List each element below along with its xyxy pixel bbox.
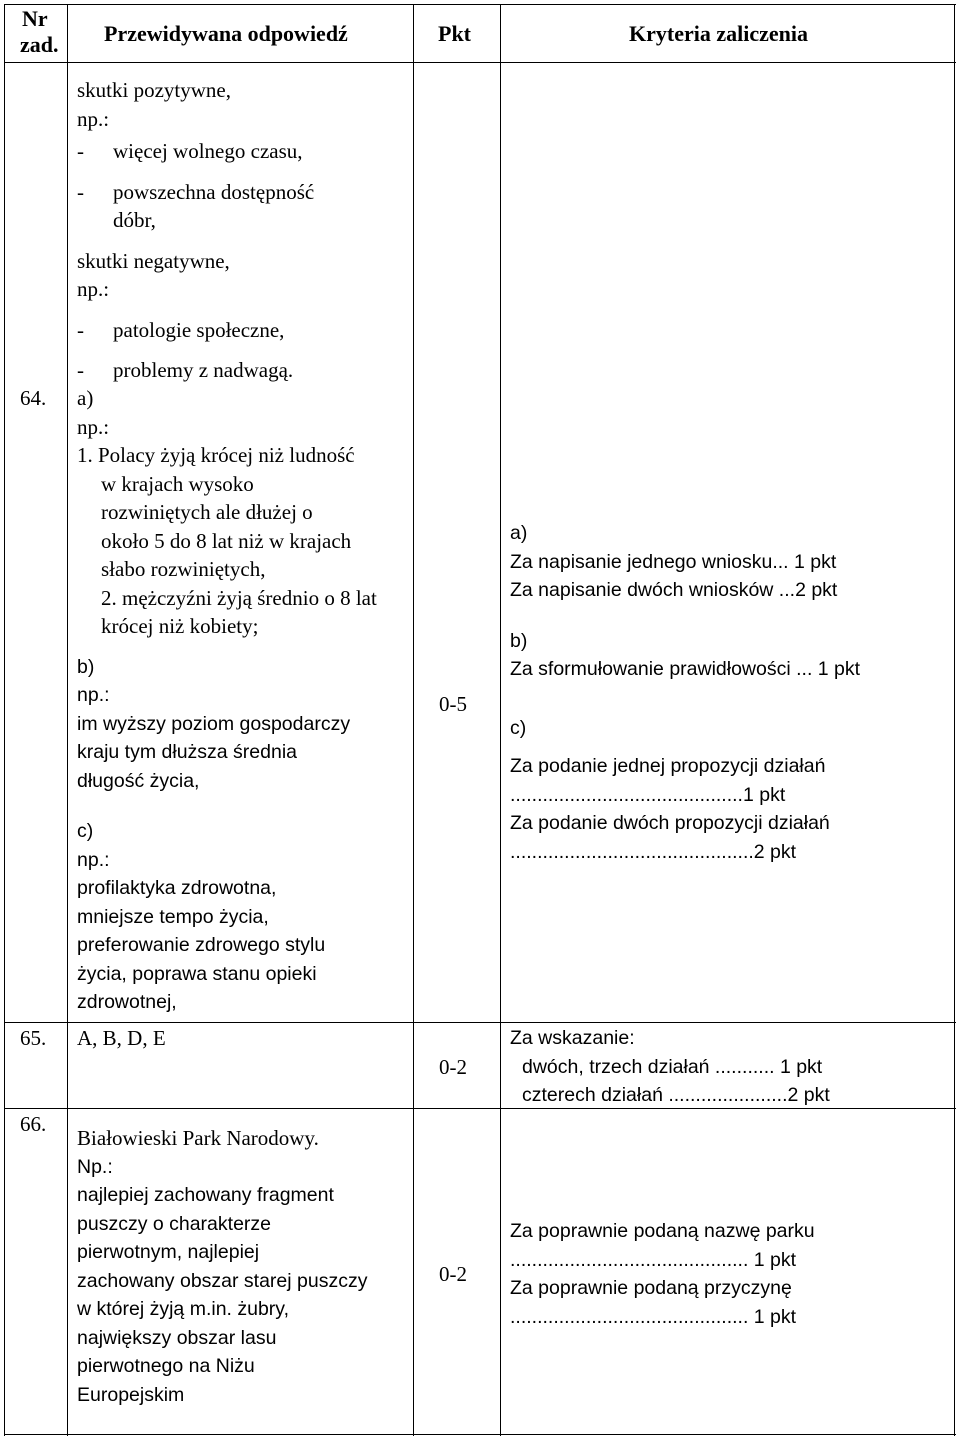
q64-c-label: c) [77,820,94,842]
q64-c-np: np.: [77,848,110,871]
q64-a-np: np.: [77,414,110,439]
header-nr-line2: zad. [20,32,59,57]
header-nr [22,6,59,58]
q64-a-line: krócej niż kobiety; [101,614,259,638]
q66-answer [77,1124,367,1409]
q64-b-np: np.: [77,684,110,706]
question-number-65: 65. [20,1026,47,1050]
q64-c-line: profilaktyka zdrowotna, [77,877,277,899]
q64-b-line: kraju tym dłuższa średnia [77,741,298,763]
q66-line: Białowieski Park Narodowy. [77,1126,319,1150]
q64-criteria-line: Za sformułowanie prawidłowości ... 1 pkt [510,658,861,680]
list-item: - patologie społeczne, [77,317,285,342]
q64-c-line: zdrowotnej, [77,991,177,1013]
q64-b-label: b) [77,655,95,678]
header-criteria: Kryteria zaliczenia [629,21,808,46]
row-divider-64-65 [4,1022,956,1023]
q66-line: największy obszar lasu [77,1326,277,1349]
negative-effects-label: skutki negatywne, [77,248,230,273]
question-number-64: 64. [20,386,47,410]
q64-b-line: długość życia, [77,769,200,792]
negative-np: np.: [77,277,110,301]
column-divider-3 [500,4,501,1436]
q64-a-line: 1. Polacy żyją krócej niż ludność [77,443,355,467]
header-divider [4,62,956,63]
q65-criteria-line: dwóch, trzech działań ........... 1 pkt [522,1055,823,1078]
q65-criteria-title: Za wskazanie: [510,1027,635,1049]
q64-criteria-line: .............................................2 pkt [510,840,797,863]
table-border-left [4,4,5,1436]
positive-np: np.: [77,106,110,131]
positive-effects-label: skutki pozytywne, [77,78,231,102]
table-border-right [954,4,955,1436]
q64-criteria [510,519,860,866]
q64-criteria-line: Za napisanie dwóch wniosków ...2 pkt [510,579,838,601]
q66-line: w której żyją m.in. żubry, [77,1298,290,1320]
q66-line: pierwotnym, najlepiej [77,1241,260,1263]
q66-line: puszczy o charakterze [77,1212,272,1235]
column-divider-1 [67,4,68,1436]
q64-a-line: rozwiniętych ale dłużej o [101,500,313,524]
q66-criteria [510,1217,815,1331]
q64-c-line: preferowanie zdrowego stylu [77,934,326,956]
q66-line: pierwotnego na Niżu [77,1355,255,1377]
q64-criteria-line: Za napisanie jednego wniosku... 1 pkt [510,550,837,573]
q65-points: 0-2 [439,1055,467,1079]
header-nr-line1: Nr [22,6,48,31]
q66-line: najlepiej zachowany fragment [77,1184,334,1206]
q64-a-line: słabo rozwiniętych, [101,557,266,581]
list-item: - powszechna dostępność [77,179,315,204]
header-points: Pkt [438,21,471,46]
q64-a-label: a) [77,386,94,410]
q66-points: 0-2 [439,1262,467,1286]
q66-line: zachowany obszar starej puszczy [77,1269,368,1292]
table-border-top [4,4,956,5]
q64-a-line: w krajach wysoko [101,471,254,496]
list-item: - problemy z nadwagą. [77,358,294,382]
q66-criteria-line: Za poprawnie podaną przyczynę [510,1277,792,1299]
header-answer: Przewidywana odpowiedź [104,21,348,46]
q64-criteria-a-label: a) [510,522,528,544]
q64-criteria-b-label: b) [510,629,528,652]
question-number-66: 66. [20,1112,47,1136]
q66-criteria-line: ............................................ 1 pkt [510,1305,797,1328]
q64-criteria-line: Za podanie dwóch propozycji działań [510,812,830,834]
q66-line: Europejskim [77,1383,185,1406]
q64-a-line: około 5 do 8 lat niż w krajach [101,528,352,553]
q66-criteria-line: ............................................ 1 pkt [510,1248,797,1271]
q64-c-line: życia, poprawa stanu opieki [77,962,317,985]
continuation-answer [77,76,314,385]
q64-answer [77,384,377,1017]
q65-criteria-line: czterech działań ......................2 pkt [522,1084,830,1106]
q64-criteria-line: ...........................................1 pkt [510,783,786,806]
q64-c-line: mniejsze tempo życia, [77,905,269,928]
q64-criteria-c-label: c) [510,716,527,739]
q65-criteria [510,1024,830,1110]
list-item: - więcej wolnego czasu, [77,139,303,163]
q65-answer: A, B, D, E [77,1026,166,1050]
q64-a-line: 2. mężczyźni żyją średnio o 8 lat [101,585,377,610]
list-item-continuation: dóbr, [113,208,156,232]
q66-criteria-line: Za poprawnie podaną nazwę parku [510,1220,815,1242]
column-divider-2 [413,4,414,1436]
q64-b-line: im wyższy poziom gospodarczy [77,712,351,735]
q64-points: 0-5 [439,692,467,716]
table-border-bottom [4,1434,956,1435]
q66-line: Np.: [77,1155,113,1178]
q64-criteria-line: Za podanie jednej propozycji działań [510,755,826,777]
